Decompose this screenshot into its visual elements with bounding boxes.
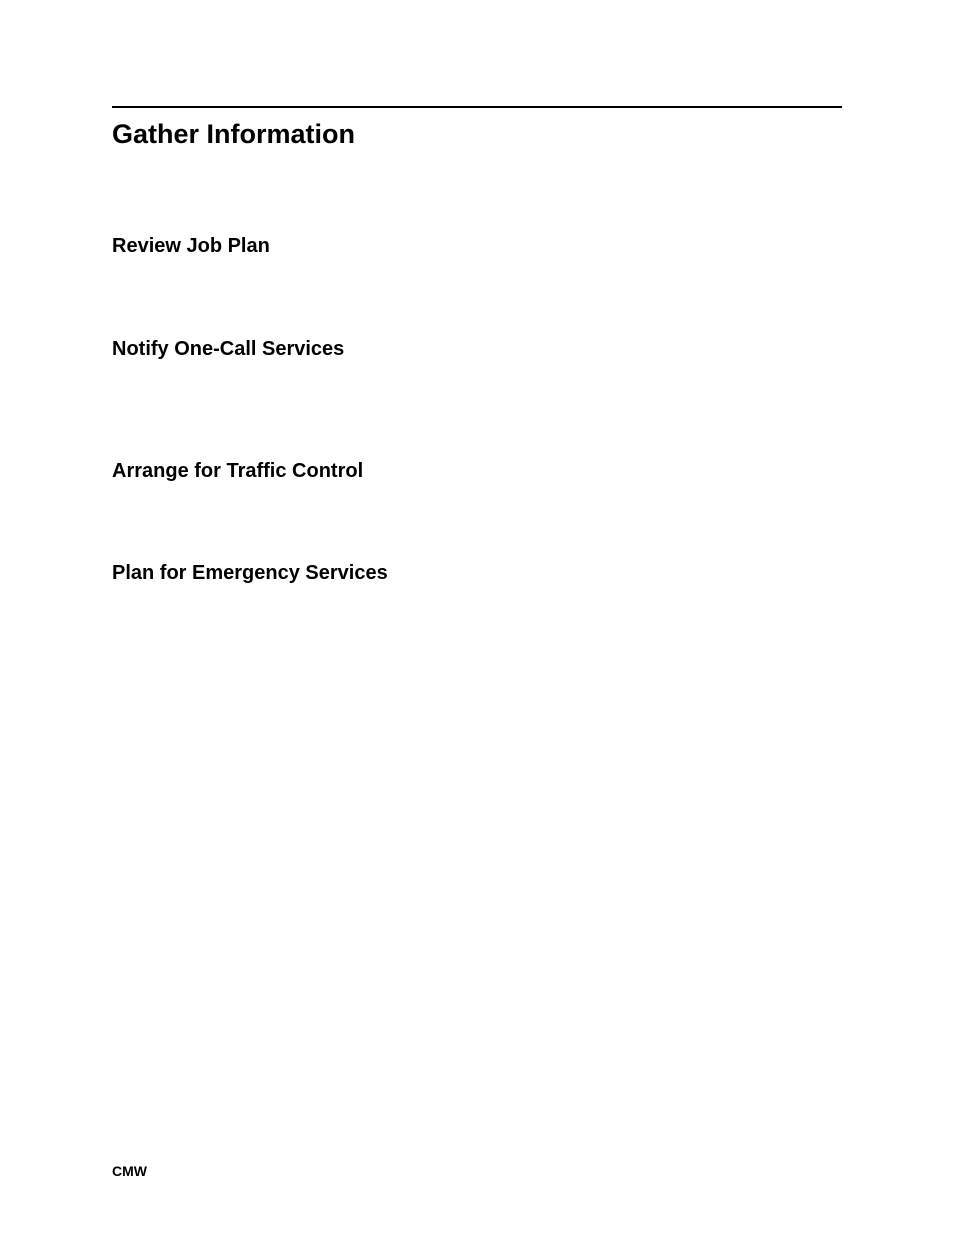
page-title: Gather Information [112, 119, 356, 149]
section-heading-plan-for-emergency-services: Plan for Emergency Services [112, 562, 388, 584]
section-heading-review-job-plan: Review Job Plan [112, 235, 270, 257]
footer-label: CMW [112, 1163, 147, 1179]
section-heading-notify-one-call-services: Notify One-Call Services [112, 338, 345, 360]
title-divider [112, 106, 842, 108]
section-heading-arrange-for-traffic-control: Arrange for Traffic Control [112, 460, 364, 482]
